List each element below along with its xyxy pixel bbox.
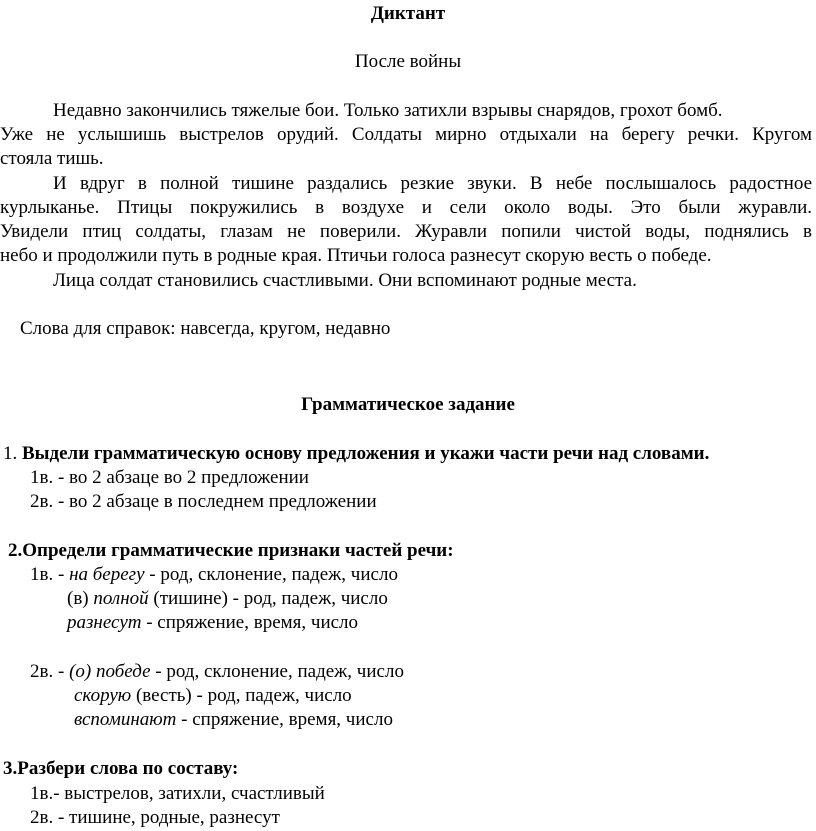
task-2-variant-1 [30,564,398,586]
task-3-variant-1: 1в.- выстрелов, затихли, счастливый [30,783,325,804]
task-1-variant-1: 1в. - во 2 абзаце во 2 предложении [30,467,309,488]
task-2-v1-prefix: 1в. - [30,564,70,585]
task-2-v1b-prefix: (в) [67,588,94,609]
task-2-v2-word: (о) победе [69,661,151,682]
task-3-variant-2: 2в. - тишине, родные, разнесут [30,807,280,828]
task-2-v2c-word: вспоминают [74,709,177,730]
task-2-v1b-rest: (тишине) - род, падеж, число [148,588,388,609]
task-2-v2-prefix: 2в. - [30,661,70,682]
task-3-heading: 3.Разбери слова по составу: [3,758,239,779]
task-2-v1c-rest: - спряжение, время, число [141,612,359,633]
reference-words: Слова для справок: навсегда, кругом, недавно [20,318,391,339]
task-2-v1-word: на берегу - [69,564,156,585]
task-1 [3,443,709,465]
task-2-variant-2c [74,709,393,731]
task-2-variant-1b [67,588,388,610]
task-1-variant-2: 2в. - во 2 абзаце в последнем предложении [30,491,377,512]
task-1-number: 1. [3,443,18,464]
dictation-line-2: Уже не услышишь выстрелов орудий. Солдаты мирно отдыхали на берегу речки. Кругом [0,124,812,145]
task-2-heading: 2.Определи грамматические признаки частей речи: [8,540,454,561]
document-title: Диктант [370,3,446,24]
task-2-v2b-word: скорую [74,685,132,706]
dictation-title: После войны [354,51,462,72]
task-2-v1-rest: род, склонение, падеж, число [155,564,398,585]
dictation-line-4: И вдруг в полной тишине раздались резкие звуки. В небе послышалось радостное [53,173,812,194]
task-1-text: Выдели грамматическую основу предложения и укажи части речи над словами. [22,443,710,464]
task-2-v2b-rest: (весть) - род, падеж, число [131,685,352,706]
task-2-variant-1c [67,612,358,634]
dictation-line-1: Недавно закончились тяжелые бои. Только затихли взрывы снарядов, грохот бомб. [53,100,723,121]
task-2-v1b-word: полной [93,588,149,609]
dictation-line-8: Лица солдат становились счастливыми. Они вспоминают родные места. [53,270,637,291]
dictation-line-5: курлыканье. Птицы покружились в воздухе и сели около воды. Это были журавли. [0,197,812,218]
grammar-heading: Грамматическое задание [301,394,515,415]
task-2-variant-2 [30,661,404,683]
dictation-line-7: небо и продолжили путь в родные края. Птичьи голоса разнесут скорую весть о победе. [0,245,712,266]
dictation-line-6: Увидели птиц солдаты, глазам не поверили. Журавли попили чистой воды, поднялись в [0,221,812,242]
task-2-v2-rest: - род, склонение, падеж, число [150,661,404,682]
task-2-v1c-word: разнесут [67,612,142,633]
dictation-line-3: стояла тишь. [0,148,104,169]
task-2-variant-2b [74,685,352,707]
task-2-v2c-rest: - спряжение, время, число [176,709,393,730]
